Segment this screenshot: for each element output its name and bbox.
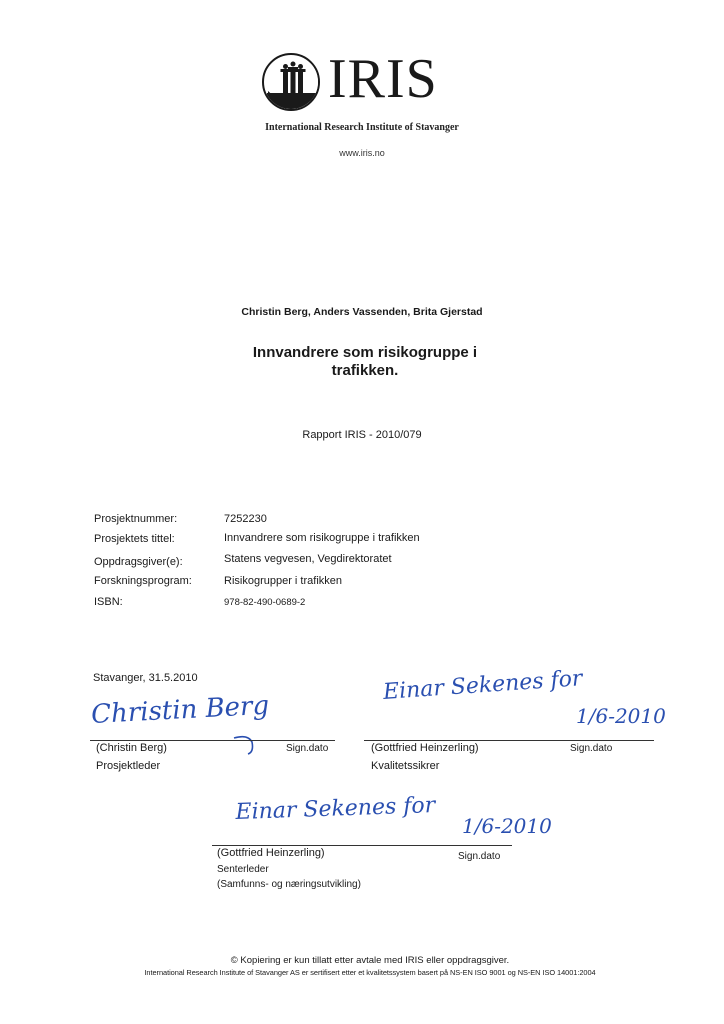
signature-center: Einar Sekenes for <box>235 793 436 825</box>
signature-date-quality: 1/6-2010 <box>576 704 666 728</box>
meta-label-client: Oppdragsgiver(e): <box>94 556 183 568</box>
project-leader-role: Prosjektleder <box>96 760 161 772</box>
meta-value-project-number: 7252230 <box>224 513 267 525</box>
sign-dato-label-3: Sign.dato <box>458 851 501 862</box>
center-role: Senterleder <box>217 864 269 875</box>
logo-wordmark: IRIS <box>328 48 438 110</box>
meta-label-project-number: Prosjektnummer: <box>94 513 178 525</box>
report-number: Rapport IRIS - 2010/079 <box>302 429 422 441</box>
signature-line-quality <box>364 740 654 741</box>
sign-dato-label-1: Sign.dato <box>286 743 329 754</box>
institute-name: International Research Institute of Stavanger <box>265 122 459 133</box>
report-title <box>200 344 530 380</box>
iris-logo <box>262 48 462 114</box>
footer-certification: International Research Institute of Stavanger AS er sertifisert etter et kvalitetssystem basert på NS-EN ISO 9001 og NS-EN ISO 14001:2004 <box>144 968 596 977</box>
signature-flourish-1 <box>232 728 262 758</box>
footer-copyright: © Kopiering er kun tillatt etter avtale med IRIS eller oppdragsgiver. <box>230 955 510 966</box>
institute-url: www.iris.no <box>339 148 385 158</box>
meta-label-project-title: Prosjektets tittel: <box>94 533 175 545</box>
signature-line-project-leader <box>90 740 335 741</box>
signature-date-center: 1/6-2010 <box>462 814 552 838</box>
sign-dato-label-2: Sign.dato <box>570 743 613 754</box>
authors: Christin Berg, Anders Vassenden, Brita Gjerstad <box>241 306 483 318</box>
swords-emblem-icon <box>262 53 320 111</box>
meta-value-client: Statens vegvesen, Vegdirektoratet <box>224 553 392 565</box>
meta-label-isbn: ISBN: <box>94 596 123 608</box>
report-title-line2: trafikken. <box>331 362 399 379</box>
meta-value-program: Risikogrupper i trafikken <box>224 575 342 587</box>
quality-name: (Gottfried Heinzerling) <box>371 742 479 754</box>
signature-line-center <box>212 845 512 846</box>
center-unit: (Samfunns- og næringsutvikling) <box>217 879 361 890</box>
signature-christin-berg: Christin Berg <box>90 690 270 730</box>
meta-value-isbn: 978-82-490-0689-2 <box>224 597 306 608</box>
meta-value-project-title: Innvandrere som risikogruppe i trafikken <box>224 532 420 544</box>
report-title-line1: Innvandrere som risikogruppe i <box>252 344 478 361</box>
place-date: Stavanger, 31.5.2010 <box>93 672 198 684</box>
center-name: (Gottfried Heinzerling) <box>217 847 325 859</box>
quality-role: Kvalitetssikrer <box>371 760 440 772</box>
project-leader-name: (Christin Berg) <box>96 742 167 754</box>
signature-quality: Einar Sekenes for <box>382 666 584 705</box>
meta-label-program: Forskningsprogram: <box>94 575 192 587</box>
